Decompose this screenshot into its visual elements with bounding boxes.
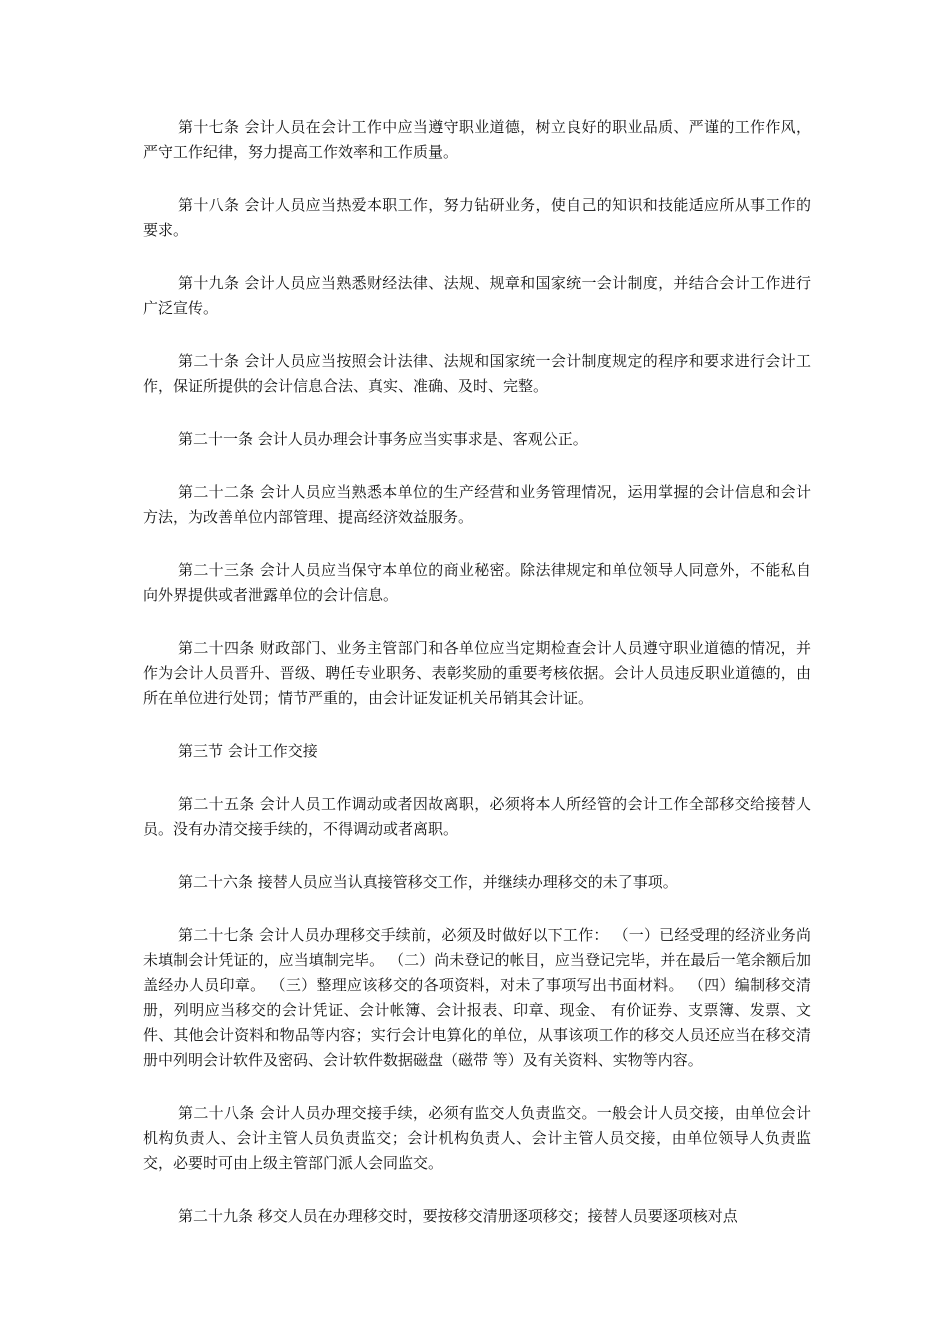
- article-21: 第二十一条 会计人员办理会计事务应当实事求是、客观公正。: [178, 430, 588, 448]
- article-28: 第二十八条 会计人员办理交接手续，必须有监交人负责监交。一般会计人员交接，由单位会计机构负责人、会计主管人员负责监交；会计机构负责人、会计主管人员交接，由单位领导人负责监交，必要时可由上级主管部门派人会同监交。: [143, 1104, 811, 1172]
- document-body: [143, 115, 811, 1257]
- article-24: 第二十四条 财政部门、业务主管部门和各单位应当定期检查会计人员遵守职业道德的情况，并作为会计人员晋升、晋级、聘任专业职务、表彰奖励的重要考核依据。会计人员违反职业道德的，由所在单位进行处罚；情节严重的，由会计证发证机关吊销其会计证。: [143, 639, 811, 707]
- article-19: 第十九条 会计人员应当熟悉财经法律、法规、规章和国家统一会计制度，并结合会计工作进行广泛宣传。: [143, 274, 811, 317]
- article-23: 第二十三条 会计人员应当保守本单位的商业秘密。除法律规定和单位领导人同意外，不能私自向外界提供或者泄露单位的会计信息。: [143, 561, 811, 604]
- article-26: 第二十六条 接替人员应当认真接管移交工作，并继续办理移交的未了事项。: [178, 873, 678, 891]
- section-heading: 第三节 会计工作交接: [178, 742, 318, 760]
- article-22: 第二十二条 会计人员应当熟悉本单位的生产经营和业务管理情况，运用掌握的会计信息和会计方法，为改善单位内部管理、提高经济效益服务。: [143, 483, 811, 526]
- article-27: 第二十七条 会计人员办理移交手续前，必须及时做好以下工作： （一）已经受理的经济业务尚未填制会计凭证的，应当填制完毕。 （二）尚未登记的帐目，应当登记完毕，并在最后一笔余额后加盖经办人员印章。 （三）整理应该移交的各项资料，对未了事项写出书面材料。 （四）编制移交清册，列明应当移交的会计凭证、会计帐簿、会计报表、印章、现金、 有价证券、支票簿、发票、文件、其他会计资料和物品等内容；实行会计电算化的单位，从事该项工作的移交人员还应当在移交清册中列明会计软件及密码、会计软件数据磁盘（磁带 等）及有关资料、实物等内容。: [143, 926, 811, 1069]
- article-25: 第二十五条 会计人员工作调动或者因故离职，必须将本人所经管的会计工作全部移交给接替人员。没有办清交接手续的，不得调动或者离职。: [143, 795, 811, 838]
- article-20: 第二十条 会计人员应当按照会计法律、法规和国家统一会计制度规定的程序和要求进行会计工作，保证所提供的会计信息合法、真实、准确、及时、完整。: [143, 352, 811, 395]
- article-29: 第二十九条 移交人员在办理移交时，要按移交清册逐项移交；接替人员要逐项核对点: [178, 1207, 738, 1225]
- article-18: 第十八条 会计人员应当热爱本职工作，努力钻研业务，使自己的知识和技能适应所从事工作的要求。: [143, 196, 811, 239]
- article-17: 第十七条 会计人员在会计工作中应当遵守职业道德，树立良好的职业品质、严谨的工作作风，严守工作纪律，努力提高工作效率和工作质量。: [143, 118, 811, 161]
